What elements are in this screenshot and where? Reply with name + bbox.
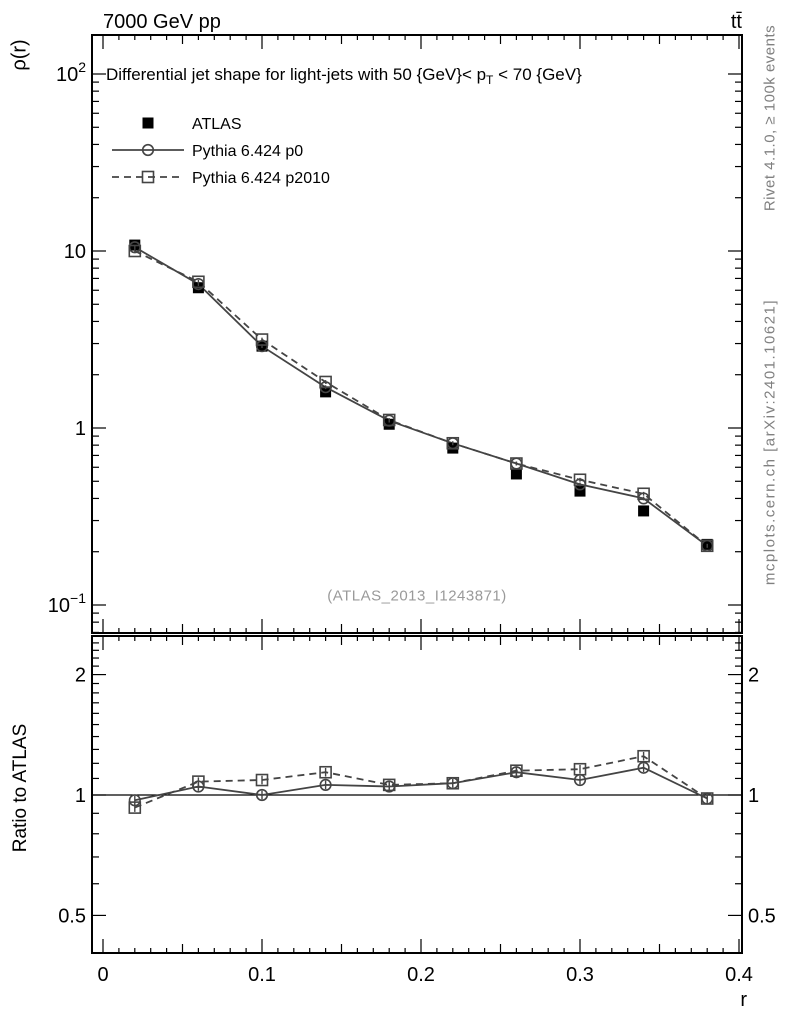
ratio-y-tick-label-left: 0.5 (58, 905, 86, 928)
legend-label: Pythia 6.424 p2010 (192, 170, 330, 187)
ratio-y-tick-label-right: 1 (748, 785, 760, 807)
x-tick-label: 0 (97, 964, 109, 986)
axis-tick-labels (48, 59, 776, 1011)
legend-item-atlas (143, 116, 242, 133)
plot-title-pre: Differential jet shape for light-jets with 50 {GeV}< p (106, 65, 487, 84)
ratio-y-tick-label-right: 0.5 (748, 905, 776, 928)
beam-energy-label: 7000 GeV pp (103, 11, 221, 33)
legend-label: Pythia 6.424 p0 (192, 143, 304, 160)
main-y-axis-label: ρ(r) (8, 39, 31, 71)
x-tick-label: 0.1 (248, 964, 276, 986)
x-tick-label: 0.4 (725, 964, 753, 986)
ratio-y-axis-label: Ratio to ATLAS (10, 723, 31, 853)
series-points-pythia-6-424-p0 (130, 242, 713, 806)
series-points-pythia-6-424-p2010 (129, 246, 712, 814)
series-line-pythia-6-424-p0 (135, 247, 707, 800)
series-line-pythia-6-424-p2010 (135, 251, 707, 808)
plot-title (106, 65, 582, 85)
main-y-tick-label: $10^{-1}$ (47, 590, 86, 617)
process-label: tt̄ (730, 11, 742, 33)
legend-label: ATLAS (192, 116, 242, 133)
rivet-version-note: Rivet 4.1.0, ≥ 100k events (761, 24, 779, 212)
mcplots-arxiv-note: mcplots.cern.ch [arXiv:2401.10621] (761, 298, 779, 586)
plot-title-subscript: T (486, 73, 494, 87)
series-points-atlas (129, 240, 712, 550)
legend-item-pythia-6-424-p2010 (112, 170, 330, 187)
ratio-y-tick-label-left: 1 (74, 785, 86, 807)
main-y-tick-label: 1 (74, 418, 86, 440)
ratio-y-tick-label-right: 2 (748, 664, 760, 687)
main-y-tick-label: 10 (63, 241, 86, 263)
x-axis-label: r (740, 989, 747, 1011)
legend-item-pythia-6-424-p0 (112, 143, 303, 160)
main-panel-frame (92, 35, 742, 633)
x-tick-label: 0.3 (566, 964, 594, 986)
plot-title-post: < 70 {GeV} (493, 65, 582, 84)
main-y-tick-label: $10^2$ (55, 59, 86, 86)
legend (112, 116, 330, 187)
ratio-y-tick-label-left: 2 (74, 664, 86, 687)
analysis-id-watermark: (ATLAS_2013_I1243871) (327, 587, 507, 605)
x-tick-label: 0.2 (407, 964, 435, 986)
